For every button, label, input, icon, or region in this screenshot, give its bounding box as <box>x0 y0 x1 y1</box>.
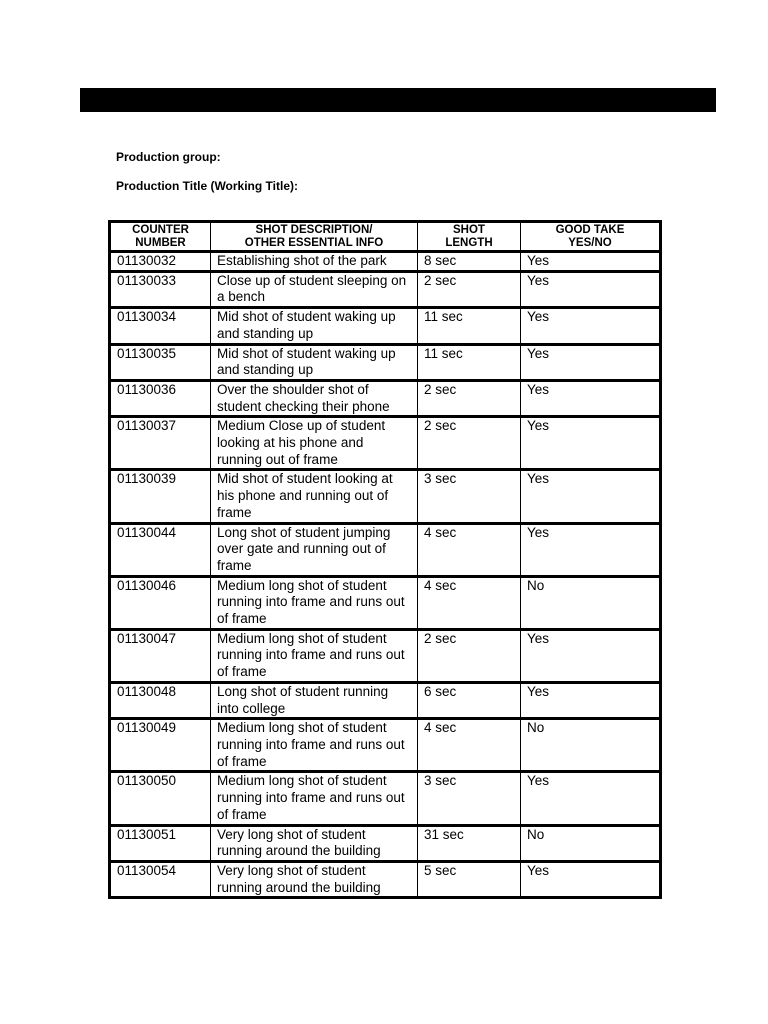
table-row <box>110 861 661 897</box>
table-row <box>110 308 661 344</box>
good-take-cell: Yes <box>521 417 661 470</box>
production-group-label: Production group: <box>116 150 221 164</box>
good-take-cell: Yes <box>521 252 661 272</box>
good-take-cell: No <box>521 576 661 629</box>
shot-length-cell: 2 sec <box>418 271 521 307</box>
shot-length-cell: 4 sec <box>418 576 521 629</box>
shot-description-cell: Very long shot of student running around the building <box>211 861 418 897</box>
shot-description-cell: Long shot of student running into college <box>211 682 418 718</box>
counter-number-cell: 01130054 <box>110 861 211 897</box>
shot-description-cell: Medium long shot of student running into frame and runs out of frame <box>211 772 418 825</box>
good-take-cell: Yes <box>521 629 661 682</box>
header-bar <box>80 88 716 112</box>
shot-length-cell: 11 sec <box>418 344 521 380</box>
table-row <box>110 252 661 272</box>
shot-description-cell: Over the shoulder shot of student checking their phone <box>211 380 418 416</box>
shot-description-cell: Long shot of student jumping over gate and running out of frame <box>211 523 418 576</box>
shot-description-cell: Very long shot of student running around the building <box>211 825 418 861</box>
counter-number-cell: 01130044 <box>110 523 211 576</box>
table-row <box>110 523 661 576</box>
header-line: SHOT <box>453 224 485 236</box>
shot-description-cell: Medium long shot of student running into frame and runs out of frame <box>211 576 418 629</box>
shot-description-cell: Medium long shot of student running into frame and runs out of frame <box>211 629 418 682</box>
counter-number-cell: 01130047 <box>110 629 211 682</box>
good-take-cell: Yes <box>521 682 661 718</box>
good-take-cell: Yes <box>521 344 661 380</box>
counter-number-cell: 01130039 <box>110 470 211 523</box>
shot-length-cell: 4 sec <box>418 523 521 576</box>
counter-number-cell: 01130049 <box>110 719 211 772</box>
shot-length-cell: 6 sec <box>418 682 521 718</box>
counter-number-cell: 01130050 <box>110 772 211 825</box>
counter-number-cell: 01130048 <box>110 682 211 718</box>
shot-description-cell: Medium Close up of student looking at his phone and running out of frame <box>211 417 418 470</box>
good-take-header <box>521 222 661 252</box>
counter-number-cell: 01130046 <box>110 576 211 629</box>
shot-length-cell: 4 sec <box>418 719 521 772</box>
table-row <box>110 772 661 825</box>
table-row <box>110 271 661 307</box>
good-take-cell: Yes <box>521 470 661 523</box>
shot-length-header <box>418 222 521 252</box>
counter-number-cell: 01130036 <box>110 380 211 416</box>
good-take-cell: No <box>521 719 661 772</box>
shot-description-cell: Mid shot of student waking up and standing up <box>211 308 418 344</box>
shot-length-cell: 5 sec <box>418 861 521 897</box>
shot-description-cell: Establishing shot of the park <box>211 252 418 272</box>
table-row <box>110 380 661 416</box>
shot-length-cell: 3 sec <box>418 772 521 825</box>
table-row <box>110 344 661 380</box>
good-take-cell: No <box>521 825 661 861</box>
header-line: COUNTER <box>132 224 189 236</box>
counter-number-header <box>110 222 211 252</box>
table-row <box>110 629 661 682</box>
table-row <box>110 825 661 861</box>
table-row <box>110 719 661 772</box>
production-title-label: Production Title (Working Title): <box>116 179 298 193</box>
shot-log-body <box>110 252 661 898</box>
counter-number-cell: 01130037 <box>110 417 211 470</box>
good-take-cell: Yes <box>521 772 661 825</box>
counter-number-cell: 01130033 <box>110 271 211 307</box>
shot-description-cell: Mid shot of student waking up and standing up <box>211 344 418 380</box>
shot-description-header <box>211 222 418 252</box>
shot-length-cell: 2 sec <box>418 629 521 682</box>
table-row <box>110 682 661 718</box>
counter-number-cell: 01130034 <box>110 308 211 344</box>
good-take-cell: Yes <box>521 271 661 307</box>
table-row <box>110 470 661 523</box>
shot-length-cell: 2 sec <box>418 417 521 470</box>
shot-length-cell: 3 sec <box>418 470 521 523</box>
shot-log-table <box>108 220 662 899</box>
shot-description-cell: Close up of student sleeping on a bench <box>211 271 418 307</box>
counter-number-cell: 01130035 <box>110 344 211 380</box>
header-line: LENGTH <box>445 237 493 249</box>
header-line: NUMBER <box>135 237 186 249</box>
good-take-cell: Yes <box>521 380 661 416</box>
header-row <box>110 222 661 252</box>
table-row <box>110 576 661 629</box>
shot-description-cell: Medium long shot of student running into frame and runs out of frame <box>211 719 418 772</box>
good-take-cell: Yes <box>521 861 661 897</box>
header-line: OTHER ESSENTIAL INFO <box>244 237 384 249</box>
shot-length-cell: 31 sec <box>418 825 521 861</box>
shot-length-cell: 8 sec <box>418 252 521 272</box>
shot-length-cell: 11 sec <box>418 308 521 344</box>
header-line: YES/NO <box>568 237 612 249</box>
header-line: SHOT DESCRIPTION/ <box>255 224 373 236</box>
good-take-cell: Yes <box>521 523 661 576</box>
header-line: GOOD TAKE <box>555 224 625 236</box>
shot-length-cell: 2 sec <box>418 380 521 416</box>
shot-description-cell: Mid shot of student looking at his phone and running out of frame <box>211 470 418 523</box>
counter-number-cell: 01130032 <box>110 252 211 272</box>
good-take-cell: Yes <box>521 308 661 344</box>
table-row <box>110 417 661 470</box>
counter-number-cell: 01130051 <box>110 825 211 861</box>
